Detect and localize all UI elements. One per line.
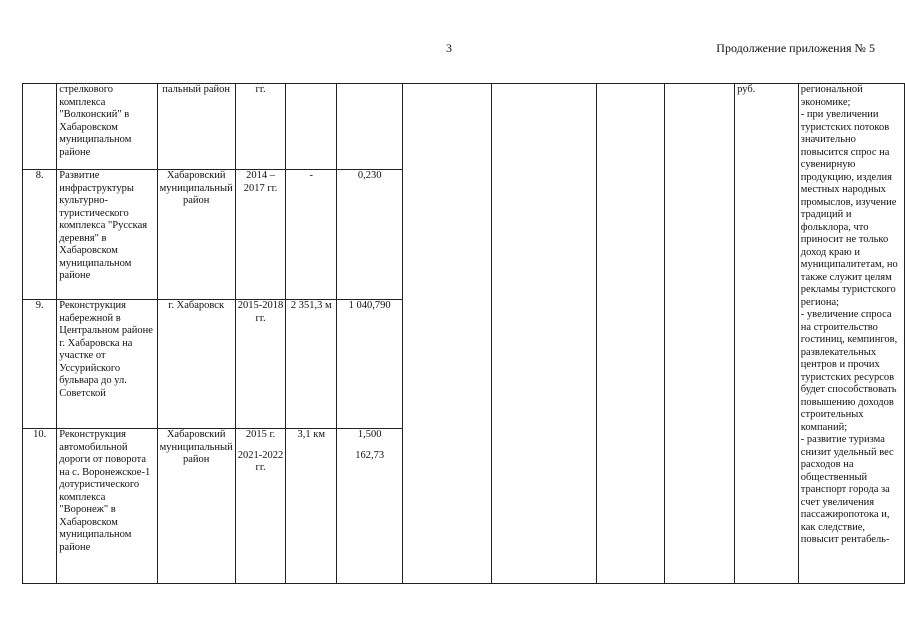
effects-text: региональной экономике; - при увеличении туристских потоков значительно повысится спрос на сувенирную продукцию, изделия местных народных промыслов, изучение традиций и фольклора, что приносит не только доход краю и муниципалитетам, но также служит целям рекламы туристского региона; - увеличение спроса на строительство гостиниц, кемпингов, развлекательных центров и прочих туристских ресурсов будет способствовать повышению доходов строительных компаний; - развитие туризма снизит удельный вес расходов на общественный транспорт города за счет увеличения пассажиропотока и, как следствие, повысит рентабель- — [800, 84, 898, 545]
location-cell: Хабаровский муниципальный район — [157, 429, 235, 584]
cost-cell — [337, 84, 403, 170]
location-cell: Хабаровский муниципальный район — [157, 170, 235, 300]
table-row — [23, 84, 905, 170]
cost-line: 162,73 — [355, 449, 385, 461]
project-name-cell: Развитие инфраструктуры культурно-туристического комплекса "Русская деревня" в Хабаровском муниципальном районе — [57, 170, 157, 300]
row-number-cell: 10. — [23, 429, 57, 584]
empty-cell — [403, 84, 492, 584]
cost-cell — [337, 429, 403, 584]
unit-cell: руб. — [735, 84, 799, 584]
project-name-cell: Реконструкция набережной в Центральном районе г. Хабаровска на участке от Уссурийского бульвара до ул. Советской — [57, 300, 157, 429]
period-line: 2015 г. — [245, 429, 276, 440]
period-cell: 2014 – 2017 гг. — [235, 170, 286, 300]
period-cell: 2015-2018 гг. — [235, 300, 286, 429]
capacity-cell: 3,1 км — [286, 429, 337, 584]
capacity-cell — [286, 84, 337, 170]
capacity-cell: 2 351,3 м — [286, 300, 337, 429]
empty-cell — [492, 84, 596, 584]
period-cell: гг. — [235, 84, 286, 170]
cost-line: 1,500 — [357, 429, 382, 440]
appendix-continuation-label: Продолжение приложения № 5 — [716, 41, 875, 55]
page-number: 3 — [446, 41, 452, 55]
location-cell: г. Хабаровск — [157, 300, 235, 429]
cost-cell: 1 040,790 — [337, 300, 403, 429]
project-name-cell: стрелкового комплекса "Волконский" в Хабаровском муниципальном районе — [57, 84, 157, 170]
capacity-cell: - — [286, 170, 337, 300]
row-number-cell: 8. — [23, 170, 57, 300]
period-cell — [235, 429, 286, 584]
effects-text-cell — [798, 84, 904, 584]
projects-table — [22, 83, 905, 584]
row-number-cell: 9. — [23, 300, 57, 429]
location-cell: пальный район — [157, 84, 235, 170]
project-name-cell: Реконструкция автомобильной дороги от поворота на с. Воронежское-1 дотуристического комплекса "Воронеж" в Хабаровском муниципальном районе — [57, 429, 157, 584]
period-line: 2021-2022 гг. — [237, 449, 284, 473]
empty-cell — [665, 84, 735, 584]
row-number-cell — [23, 84, 57, 170]
empty-cell — [596, 84, 664, 584]
cost-cell: 0,230 — [337, 170, 403, 300]
